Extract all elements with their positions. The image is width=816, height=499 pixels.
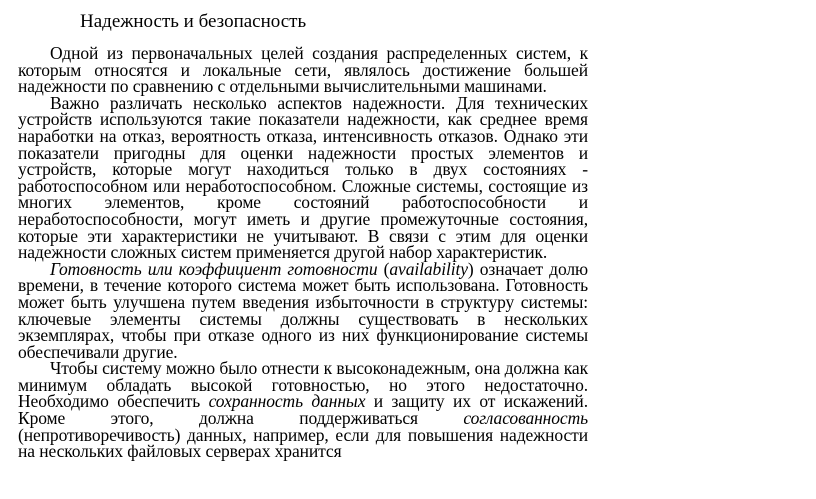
paragraph-text: (непротиворечивость) данных, например, если для повышения надежности на нескольких файловых серверах хранится — [18, 424, 588, 462]
paragraph-text: ) означает долю времени, в течение которого система может быть использована. Готовность может быть улучшена путем введения избыточности в структуру системы: ключевые элементы системы должны существовать в нескольких экземплярах, чтобы при отказе одного из них функционирование системы обеспечивали другие. — [18, 258, 589, 362]
section-title: Надежность и безопасность — [80, 11, 307, 32]
paragraph-text: и защиту их от искажений. Кроме этого, должна поддерживаться — [18, 391, 588, 429]
paragraph-4 — [18, 360, 588, 460]
paragraph-3 — [18, 258, 589, 362]
term-availability-ru: Готовность или коэффициент готовности — [50, 258, 378, 279]
term-availability-en: availability — [389, 258, 468, 279]
term-data-safety: сохранность данных — [208, 391, 366, 412]
paragraph-text: ( — [377, 258, 390, 279]
paragraph-text: Важно различать несколько аспектов надежности. Для технических устройств используются такие показатели надежности, как среднее время наработки на отказ, вероятность отказа, интенсивность отказов. Однако эти показатели пригодны для оценки надежности простых элементов и устройств, которые могут находиться только в двух состояниях - работоспособном или неработоспособном. Сложные системы, состоящие из многих элементов, кроме состояний работоспособности и неработоспособности, могут иметь и другие промежуточные состояния, которые эти характеристики не учитывают. В связи с этим для оценки надежности сложных систем применяется другой набор характеристик. — [18, 92, 588, 263]
term-consistency: согласованность — [463, 408, 588, 429]
paragraph-text: Одной из первоначальных целей создания распределенных систем, к которым относятся и локальные сети, являлось достижение большей надежности по сравнению с отдельными вычислительными машинами. — [18, 43, 588, 97]
paragraph-text: Чтобы систему можно было отнести к высоконадежным, она должна как минимум обладать высокой готовностью, но этого недостаточно. Необходимо обеспечить — [18, 358, 588, 412]
document-body — [18, 45, 588, 460]
paragraph-2 — [18, 92, 588, 263]
paragraph-1 — [18, 45, 588, 95]
